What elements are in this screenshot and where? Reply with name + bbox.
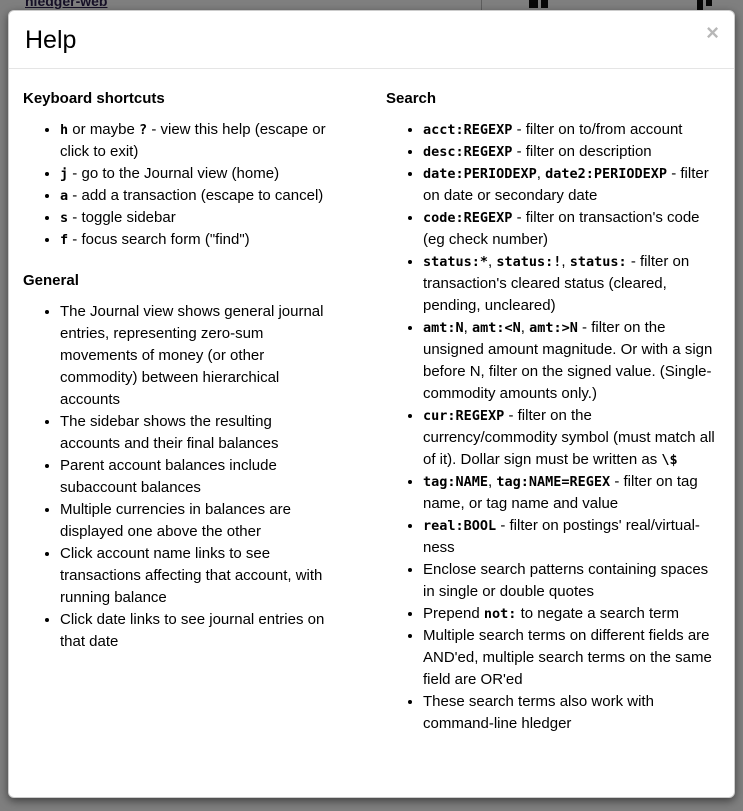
list-item: • desc:REGEXP - filter on description (423, 141, 723, 163)
list-item: • h or maybe ? - view this help (escape or click to exit) (60, 119, 330, 163)
list-item: • tag:NAME, tag:NAME=REGEX - filter on tag name, or tag name and value (423, 471, 723, 515)
section-heading-keyboard-shortcuts: Keyboard shortcuts (23, 90, 165, 107)
list-item: • Prepend not: to negate a search term (423, 603, 723, 625)
right-column (372, 89, 735, 745)
list-item: • These search terms also work with command-line hledger (423, 691, 723, 735)
search-terms-list (386, 119, 723, 735)
left-column (9, 89, 372, 745)
code-term: cur:REGEXP (423, 408, 505, 424)
section-heading-search: Search (386, 90, 437, 107)
code-term: real:BOOL (423, 518, 497, 534)
list-item: • Parent account balances include subaccount balances (60, 455, 330, 499)
code-term: amt:N (423, 320, 464, 336)
list-item: • The sidebar shows the resulting accounts and their final balances (60, 411, 330, 455)
code-term: tag:NAME=REGEX (496, 474, 611, 490)
list-item: • s - toggle sidebar (60, 207, 330, 229)
list-item: • cur:REGEXP - filter on the currency/commodity symbol (must match all of it). Dollar sign must be written as \$ (423, 405, 723, 471)
list-item: • Multiple search terms on different fields are AND'ed, multiple search terms on the same field are OR'ed (423, 625, 723, 691)
code-term: j (60, 166, 69, 182)
list-item: • code:REGEXP - filter on transaction's code (eg check number) (423, 207, 723, 251)
code-term: \$ (661, 452, 678, 468)
code-term: ? (139, 122, 148, 138)
list-item: • f - focus search form ("find") (60, 229, 330, 251)
list-item: • The Journal view shows general journal entries, representing zero-sum movements of money (or other commodity) between hierarchical accounts (60, 301, 330, 411)
code-term: code:REGEXP (423, 210, 513, 226)
code-term: date:PERIODEXP (423, 166, 537, 182)
code-term: status:! (496, 254, 562, 270)
list-item: • Click account name links to see transactions affecting that account, with running balance (60, 543, 330, 609)
code-term: f (60, 232, 69, 248)
section-heading-general: General (23, 272, 79, 289)
modal-title: Help (25, 26, 77, 54)
list-item: • acct:REGEXP - filter on to/from account (423, 119, 723, 141)
code-term: amt:<N (471, 320, 521, 336)
code-term: tag:NAME (423, 474, 489, 490)
code-term: a (60, 188, 69, 204)
code-term: amt:>N (529, 320, 578, 336)
list-item: • real:BOOL - filter on postings' real/virtual-ness (423, 515, 723, 559)
modal-body (9, 69, 734, 775)
list-item: • Multiple currencies in balances are displayed one above the other (60, 499, 330, 543)
modal-header (9, 11, 734, 69)
code-term: acct:REGEXP (423, 122, 513, 138)
list-item: • Click date links to see journal entries on that date (60, 609, 330, 653)
list-item: • date:PERIODEXP, date2:PERIODEXP - filter on date or secondary date (423, 163, 723, 207)
list-item: • j - go to the Journal view (home) (60, 163, 330, 185)
list-item: • status:*, status:!, status: - filter on transaction's cleared status (cleared, pending, uncleared) (423, 251, 723, 317)
code-term: h (60, 122, 69, 138)
code-term: s (60, 210, 69, 226)
help-modal (8, 10, 735, 798)
keyboard-shortcuts-list (23, 119, 330, 251)
code-term: date2:PERIODEXP (545, 166, 668, 182)
list-item: • amt:N, amt:<N, amt:>N - filter on the unsigned amount magnitude. Or with a sign before N, filter on the signed value. (Single-commodity amounts only.) (423, 317, 723, 405)
code-term: not: (483, 606, 517, 622)
list-item: • Enclose search patterns containing spaces in single or double quotes (423, 559, 723, 603)
code-term: status:* (423, 254, 489, 270)
general-list (23, 301, 330, 653)
code-term: status: (569, 254, 627, 270)
close-icon[interactable]: × (706, 20, 719, 45)
code-term: desc:REGEXP (423, 144, 513, 160)
list-item: • a - add a transaction (escape to cancel) (60, 185, 330, 207)
